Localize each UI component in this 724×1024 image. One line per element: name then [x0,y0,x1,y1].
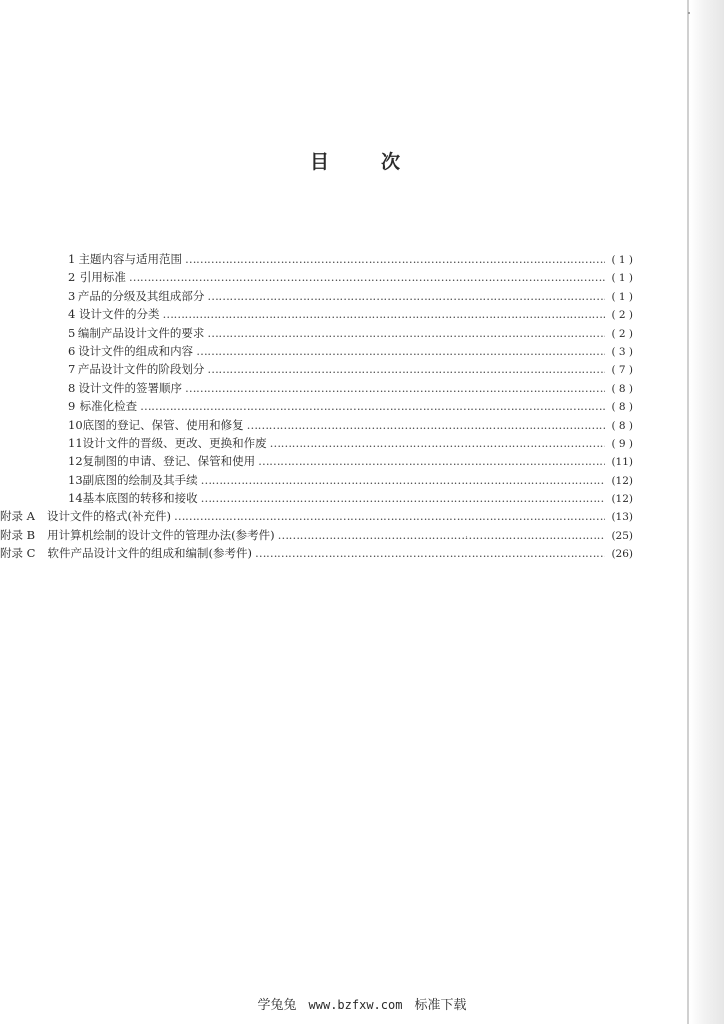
toc-leader-dots [207,287,605,305]
toc-leader-dots [185,379,605,397]
toc-entry-title: 软件产品设计文件的组成和编制(参考件) [47,546,252,561]
toc-entry-7[interactable] [68,360,633,378]
toc-entry-6[interactable] [68,342,633,360]
toc-entry-page: ( 8 ) [611,419,633,432]
toc-entry-number: 13 [68,472,83,487]
toc-entry-page: ( 8 ) [611,382,633,395]
footer-download-label: 标准下载 [414,998,467,1013]
title-char-1: 目 [309,151,329,173]
toc-entry-9[interactable] [68,397,633,415]
toc-entry-title: 设计文件的晋级、更改、更换和作废 [82,435,267,450]
toc-entry-page: ( 1 ) [611,272,633,285]
toc-entry-14[interactable] [68,489,633,507]
toc-entry-title: 标准化检查 [79,399,138,414]
toc-leader-dots [255,544,605,562]
toc-entry-title: 主题内容与适用范围 [78,252,182,266]
toc-entry-title: 设计文件的分类 [79,307,160,322]
toc-leader-dots [270,434,605,452]
toc-entry-number: 3 [68,288,76,303]
toc-leader-dots [247,416,605,434]
toc-entry-10[interactable] [68,416,633,434]
toc-leader-dots [201,489,605,507]
toc-entry-page: (12) [611,474,633,487]
toc-entry-appendix-b[interactable] [0,526,633,544]
toc-leader-dots [140,397,605,415]
toc-leader-dots [278,526,605,544]
toc-leader-dots [196,342,605,360]
toc-entry-title: 复制图的申请、登记、保管和使用 [82,454,256,469]
toc-leader-dots [258,452,605,470]
toc-entry-13[interactable] [68,471,633,489]
toc-entry-title: 引用标准 [79,270,126,285]
toc-entry-page: (12) [611,493,633,506]
toc-entry-number: 5 [68,325,76,340]
title-char-2: 次 [381,151,401,173]
footer-url-link[interactable]: www.bzfxw.com [308,998,403,1012]
toc-entry-number: 10 [68,417,83,432]
toc-leader-dots [185,250,605,268]
toc-entry-title: 设计文件的签署顺序 [78,380,182,395]
page-title [0,147,710,174]
toc-entry-3[interactable] [68,287,633,305]
toc-entry-page: ( 2 ) [611,309,633,322]
toc-entry-title: 基本底图的转移和接收 [82,491,198,506]
toc-leader-dots [129,268,605,286]
toc-entry-number: 11 [68,435,83,450]
toc-entry-title: 底图的登记、保管、使用和修复 [82,417,244,432]
toc-entry-page: ( 8 ) [611,401,633,414]
toc-entry-5[interactable] [68,324,633,342]
toc-entry-page: ( 2 ) [611,327,633,340]
toc-entry-number: 6 [68,343,76,358]
toc-entry-number: 14 [68,491,83,506]
toc-entry-number: 附录 A [0,509,35,524]
toc-entry-appendix-c[interactable] [0,544,633,562]
toc-entry-page: (26) [611,548,633,561]
toc-entry-title: 产品的分级及其组成部分 [77,288,205,303]
toc-entry-page: ( 3 ) [611,345,633,358]
toc-entry-title: 设计文件的格式(补充件) [46,509,171,524]
toc-entry-page: ( 9 ) [611,437,633,450]
toc-entry-12[interactable] [68,452,633,470]
toc-entry-number: 7 [68,362,76,377]
page-footer [0,994,724,1013]
toc-entry-appendix-a[interactable] [0,507,633,525]
toc-entry-number: 12 [68,454,83,469]
toc-entry-page: (11) [611,456,633,469]
toc-leader-dots [174,507,605,525]
scan-speck [688,12,690,14]
toc-entry-number: 附录 C [0,546,36,561]
toc-entry-title: 用计算机绘制的设计文件的管理办法(参考件) [47,527,275,542]
toc-entry-title: 编制产品设计文件的要求 [77,325,205,340]
toc-entry-title: 产品设计文件的阶段划分 [77,362,205,377]
toc-entry-page: (13) [611,511,633,524]
scan-speck [466,536,467,537]
toc-leader-dots [201,471,605,489]
toc-entry-page: ( 7 ) [611,364,633,377]
footer-site-name: 学兔兔 [257,998,297,1013]
toc-entry-number: 8 [68,380,76,395]
toc-entry-title: 设计文件的组成和内容 [78,343,194,358]
toc-entry-number: 1 [68,252,76,266]
toc-entry-number: 4 [68,307,76,322]
toc-entry-number: 2 [68,270,76,285]
toc-entry-8[interactable] [68,379,633,397]
toc-entry-number: 9 [68,399,76,414]
toc-entry-page: ( 1 ) [611,254,633,266]
toc-entry-page: ( 1 ) [611,290,633,303]
toc-leader-dots [207,324,605,342]
toc-entry-1[interactable] [68,250,633,268]
toc-entry-11[interactable] [68,434,633,452]
table-of-contents [0,250,633,563]
toc-entry-page: (25) [611,529,633,542]
toc-leader-dots [207,360,605,378]
toc-entry-2[interactable] [68,268,633,286]
toc-entry-title: 副底图的绘制及其手续 [82,472,198,487]
toc-leader-dots [163,305,605,323]
toc-entry-number: 附录 B [0,527,36,542]
toc-entry-4[interactable] [68,305,633,323]
